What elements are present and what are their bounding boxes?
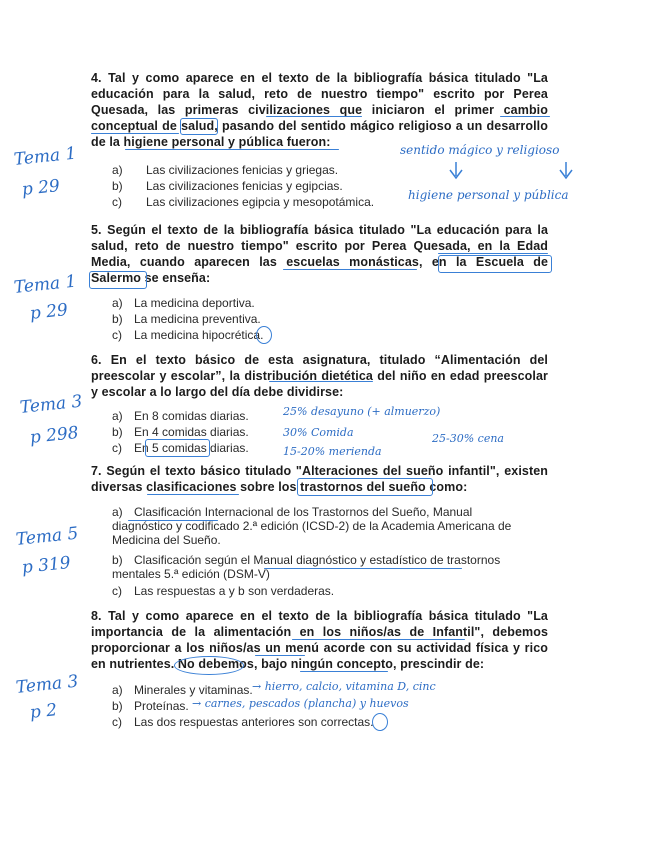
question-7-text: 7. Según el texto básico titulado "Alteraciones del sueño infantil", existen diversas clasificaciones sobre los trastornos del sueño como: xyxy=(91,464,548,494)
arrow-down-icon xyxy=(448,160,478,190)
handwritten-note: → carnes, pescados (plancha) y huevos xyxy=(192,697,409,710)
q6-option-a[interactable] xyxy=(112,409,249,423)
question-6-text: 6. En el texto básico de esta asignatura, titulado “Alimentación del preescolar y escolar”, la distribución dietética del niño en edad preescolar y escolar a lo largo del día debe dividirse: xyxy=(91,353,548,399)
handwritten-note: higiene personal y pública xyxy=(408,188,569,202)
q8-option-b[interactable] xyxy=(112,699,189,713)
underline xyxy=(125,149,339,150)
circled-word xyxy=(297,478,433,496)
underline xyxy=(266,116,362,117)
option-letter: c) xyxy=(112,584,122,598)
underline xyxy=(500,116,550,117)
option-letter: a) xyxy=(112,683,123,697)
q5-option-c[interactable] xyxy=(112,328,263,342)
margin-note-page: p 29 xyxy=(20,176,61,200)
margin-note-page: p 298 xyxy=(28,422,80,448)
q7-option-b[interactable] xyxy=(112,553,532,581)
margin-note-page: p 319 xyxy=(20,552,72,578)
option-letter: b) xyxy=(112,179,123,193)
arrow-down-icon xyxy=(558,160,588,190)
margin-note-topic: Tema 3 xyxy=(18,391,84,418)
option-text: Las dos respuestas anteriores son correctas. xyxy=(134,715,374,729)
option-letter: a) xyxy=(112,409,123,423)
option-letter: b) xyxy=(112,312,123,326)
margin-note-topic: Tema 5 xyxy=(14,523,80,550)
option-text: Las respuestas a y b son verdaderas. xyxy=(134,584,335,598)
option-letter: c) xyxy=(112,195,122,209)
option-text: Clasificación según el Manual diagnóstico y estadístico de trastornos mentales 5.ª edición (DSM-V) xyxy=(112,553,501,581)
option-letter: a) xyxy=(112,505,123,519)
underline xyxy=(128,520,218,521)
selected-answer-mark xyxy=(256,326,272,344)
q8-option-a[interactable] xyxy=(112,683,253,697)
q4-option-b[interactable] xyxy=(112,179,343,193)
option-text: En 5 comidas diarias. xyxy=(134,441,249,455)
q5-option-b[interactable] xyxy=(112,312,261,326)
option-text: Las civilizaciones fenicias y egipcias. xyxy=(146,179,343,193)
q6-option-b[interactable] xyxy=(112,425,249,439)
option-letter: b) xyxy=(112,699,123,713)
option-letter: c) xyxy=(112,441,122,455)
underline xyxy=(264,568,462,569)
question-4-text: 4. Tal y como aparece en el texto de la bibliografía básica titulado "La educación para la salud, reto de nuestro tiempo" escrito por Perea Quesada, las primeras civilizaciones que iniciaron el primer cambio conceptual de salud, pasando del sentido mágico religioso a un desarrollo de la higiene personal y pública fueron: xyxy=(91,71,548,149)
circled-word xyxy=(89,271,147,289)
underline xyxy=(300,671,388,672)
margin-note-topic: Tema 3 xyxy=(14,671,80,698)
option-letter: a) xyxy=(112,296,123,310)
option-letter: c) xyxy=(112,715,122,729)
selected-answer-mark xyxy=(372,713,388,731)
handwritten-note: sentido mágico y religioso xyxy=(400,143,560,157)
margin-note-topic: Tema 1 xyxy=(12,271,78,298)
handwritten-note: 25-30% cena xyxy=(432,432,504,445)
option-text: La medicina hipocrética. xyxy=(134,328,264,342)
option-letter: b) xyxy=(112,553,123,567)
q7-option-c[interactable] xyxy=(112,584,334,598)
question-8-text: 8. Tal y como aparece en el texto de la bibliografía básica titulado "La importancia de la alimentación en los niños/as de Infantil", debemos proporcionar a los niños/as un menú acorde con su actividad física y rico en nutrientes. No debemos, bajo ningún concepto, prescindir de: xyxy=(91,609,548,671)
underline xyxy=(283,269,417,270)
margin-note-topic: Tema 1 xyxy=(12,143,78,170)
underline xyxy=(91,133,179,134)
option-text: Proteínas. xyxy=(134,699,189,713)
option-text: Minerales y vitaminas. xyxy=(134,683,253,697)
option-text: En 8 comidas diarias. xyxy=(134,409,249,423)
underline xyxy=(269,381,373,382)
circled-word xyxy=(438,255,552,273)
selected-answer-mark xyxy=(145,439,210,457)
handwritten-note: 30% Comida xyxy=(283,426,354,439)
handwritten-note: 15-20% merienda xyxy=(283,445,382,458)
option-letter: a) xyxy=(112,163,123,177)
option-text: La medicina preventiva. xyxy=(134,312,261,326)
q5-option-a[interactable] xyxy=(112,296,255,310)
q4-option-a[interactable] xyxy=(112,163,338,177)
option-letter: c) xyxy=(112,328,122,342)
option-text: En 4 comidas diarias. xyxy=(134,425,249,439)
underline xyxy=(255,655,305,656)
margin-note-page: p 2 xyxy=(28,700,59,723)
circled-word xyxy=(174,656,244,675)
q4-option-c[interactable] xyxy=(112,195,374,209)
handwritten-note: 25% desayuno (+ almuerzo) xyxy=(283,405,441,418)
option-text: Clasificación Internacional de los Trastornos del Sueño, Manual diagnóstico y codificado 2.ª edición (ICSD-2) de la Academia Americana de Medicina del Sueño. xyxy=(112,505,512,547)
margin-note-page: p 29 xyxy=(28,300,69,324)
q8-option-c[interactable] xyxy=(112,715,373,729)
circled-word xyxy=(180,118,218,135)
underline xyxy=(292,639,465,640)
option-text: Las civilizaciones fenicias y griegas. xyxy=(146,163,339,177)
underline xyxy=(438,253,548,254)
q7-option-a[interactable] xyxy=(112,505,532,547)
handwritten-note: → hierro, calcio, vitamina D, cinc xyxy=(252,680,436,693)
question-5-text: 5. Según el texto de la bibliografía básica titulado "La educación para la salud, reto de nuestro tiempo" escrito por Perea Quesada, en la Edad Media, cuando aparecen las escuelas monásticas, en la Escuela de Salermo se enseña: xyxy=(91,223,548,285)
option-letter: b) xyxy=(112,425,123,439)
option-text: La medicina deportiva. xyxy=(134,296,255,310)
underline xyxy=(147,494,239,495)
option-text: Las civilizaciones egipcia y mesopotámica. xyxy=(146,195,375,209)
